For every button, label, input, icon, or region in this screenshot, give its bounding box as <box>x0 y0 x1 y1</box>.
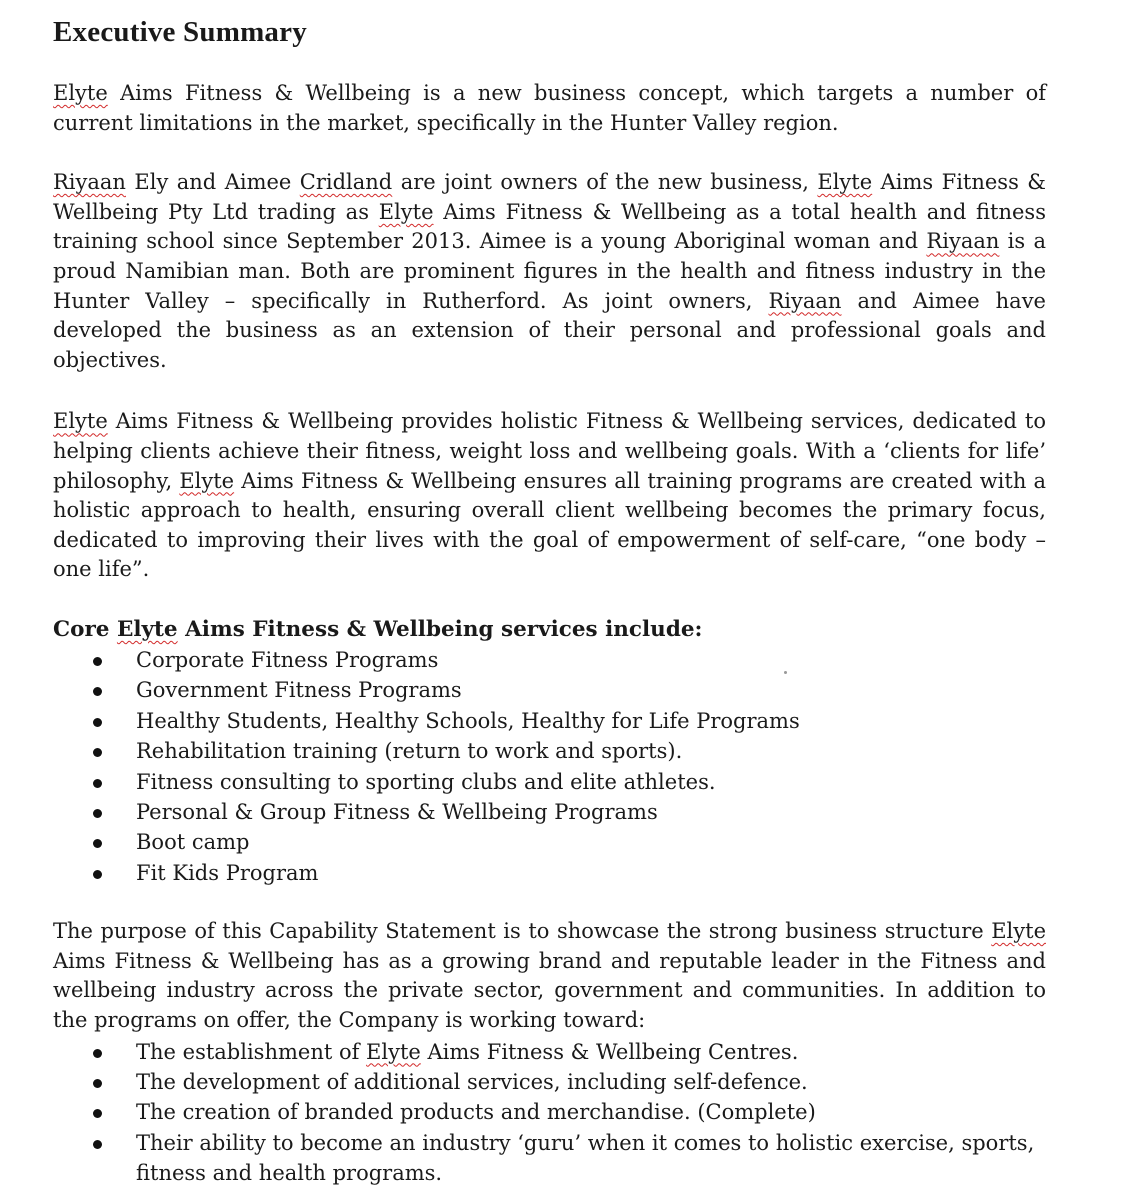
spellcheck-word[interactable]: Riyaan <box>768 288 842 313</box>
paragraph-text: are joint owners of the new business, <box>392 170 818 195</box>
paragraph-text: Aims Fitness & Wellbeing Pty Ltd trading as <box>53 170 1046 224</box>
spellcheck-word[interactable]: Elyte <box>366 1039 421 1064</box>
list-item: Government Fitness Programs <box>53 675 1046 705</box>
services-list <box>53 645 1046 888</box>
list-item: Rehabilitation training (return to work and sports). <box>53 736 1046 766</box>
list-item: Their ability to become an industry ‘guru’ when it comes to holistic exercise, sports, fitness and health programs. <box>53 1128 1046 1189</box>
list-item: Personal & Group Fitness & Wellbeing Programs <box>53 797 1046 827</box>
scan-speck <box>784 671 787 674</box>
spellcheck-word[interactable]: Elyte <box>991 919 1046 944</box>
owners-paragraph <box>53 168 1046 375</box>
goals-list <box>53 1037 1046 1189</box>
spellcheck-word[interactable]: Elyte <box>116 616 178 642</box>
spellcheck-word[interactable]: Elyte <box>817 170 873 195</box>
heading-text: Core <box>53 616 117 642</box>
paragraph-text: Aims Fitness & Wellbeing is a new business concept, which targets a number of current limitations in the market, specifically in the Hunter Valley region. <box>53 81 1046 135</box>
spellcheck-word[interactable]: Elyte <box>53 409 108 434</box>
list-item: The creation of branded products and merchandise. (Complete) <box>53 1097 1046 1127</box>
intro-paragraph <box>53 79 1046 138</box>
spellcheck-word[interactable]: Riyaan <box>53 170 126 195</box>
spellcheck-word[interactable]: Elyte <box>378 199 434 224</box>
page-title: Executive Summary <box>53 16 307 48</box>
spellcheck-word[interactable]: Cridland <box>299 170 393 195</box>
list-item-text: The establishment of <box>136 1039 367 1064</box>
list-item: Corporate Fitness Programs <box>53 645 1046 675</box>
document-page <box>53 12 1046 1189</box>
paragraph-text: Aims Fitness & Wellbeing provides holistic Fitness & Wellbeing services, dedicated to helping clients achieve their fitness, weight loss and wellbeing goals. With a ‘clients for life’ philosophy, <box>53 409 1046 493</box>
paragraph-text: and Aimee have developed the business as an extension of their personal and professional goals and objectives. <box>53 288 1046 372</box>
spellcheck-word[interactable]: Elyte <box>179 468 235 493</box>
capability-paragraph <box>53 917 1046 1035</box>
core-services-heading <box>53 615 1046 645</box>
list-item: Healthy Students, Healthy Schools, Healthy for Life Programs <box>53 706 1046 736</box>
list-item: Boot camp <box>53 827 1046 857</box>
list-item-text: Aims Fitness & Wellbeing Centres. <box>420 1039 799 1064</box>
list-item: The development of additional services, including self-defence. <box>53 1067 1046 1097</box>
paragraph-text: Ely and Aimee <box>125 170 300 195</box>
paragraph-text: Aims Fitness & Wellbeing has as a growing brand and reputable leader in the Fitness and wellbeing industry across the private sector, government and communities. In addition to the programs on offer, the Company is working toward: <box>53 948 1046 1032</box>
spellcheck-word[interactable]: Riyaan <box>926 229 1000 254</box>
list-item: Fit Kids Program <box>53 858 1046 888</box>
list-item <box>53 1037 1046 1067</box>
paragraph-text: is a proud Namibian man. Both are prominent figures in the health and fitness industry in the Hunter Valley – specifically in Rutherford. As joint owners, <box>53 229 1046 313</box>
paragraph-text: Aims Fitness & Wellbeing ensures all training programs are created with a holistic approach to health, ensuring overall client wellbeing becomes the primary focus, dedicated to improving their lives with the goal of empowerment of self-care, “one body – one life”. <box>53 468 1047 582</box>
heading-text: Aims Fitness & Wellbeing services include: <box>177 616 703 642</box>
list-item: Fitness consulting to sporting clubs and elite athletes. <box>53 767 1046 797</box>
services-paragraph <box>53 407 1046 585</box>
spellcheck-word[interactable]: Elyte <box>53 81 108 105</box>
paragraph-text: The purpose of this Capability Statement is to showcase the strong business structure <box>53 919 992 944</box>
paragraph-text: Aims Fitness & Wellbeing as a total health and fitness training school since September 2013. Aimee is a young Aboriginal woman and <box>53 199 1046 254</box>
